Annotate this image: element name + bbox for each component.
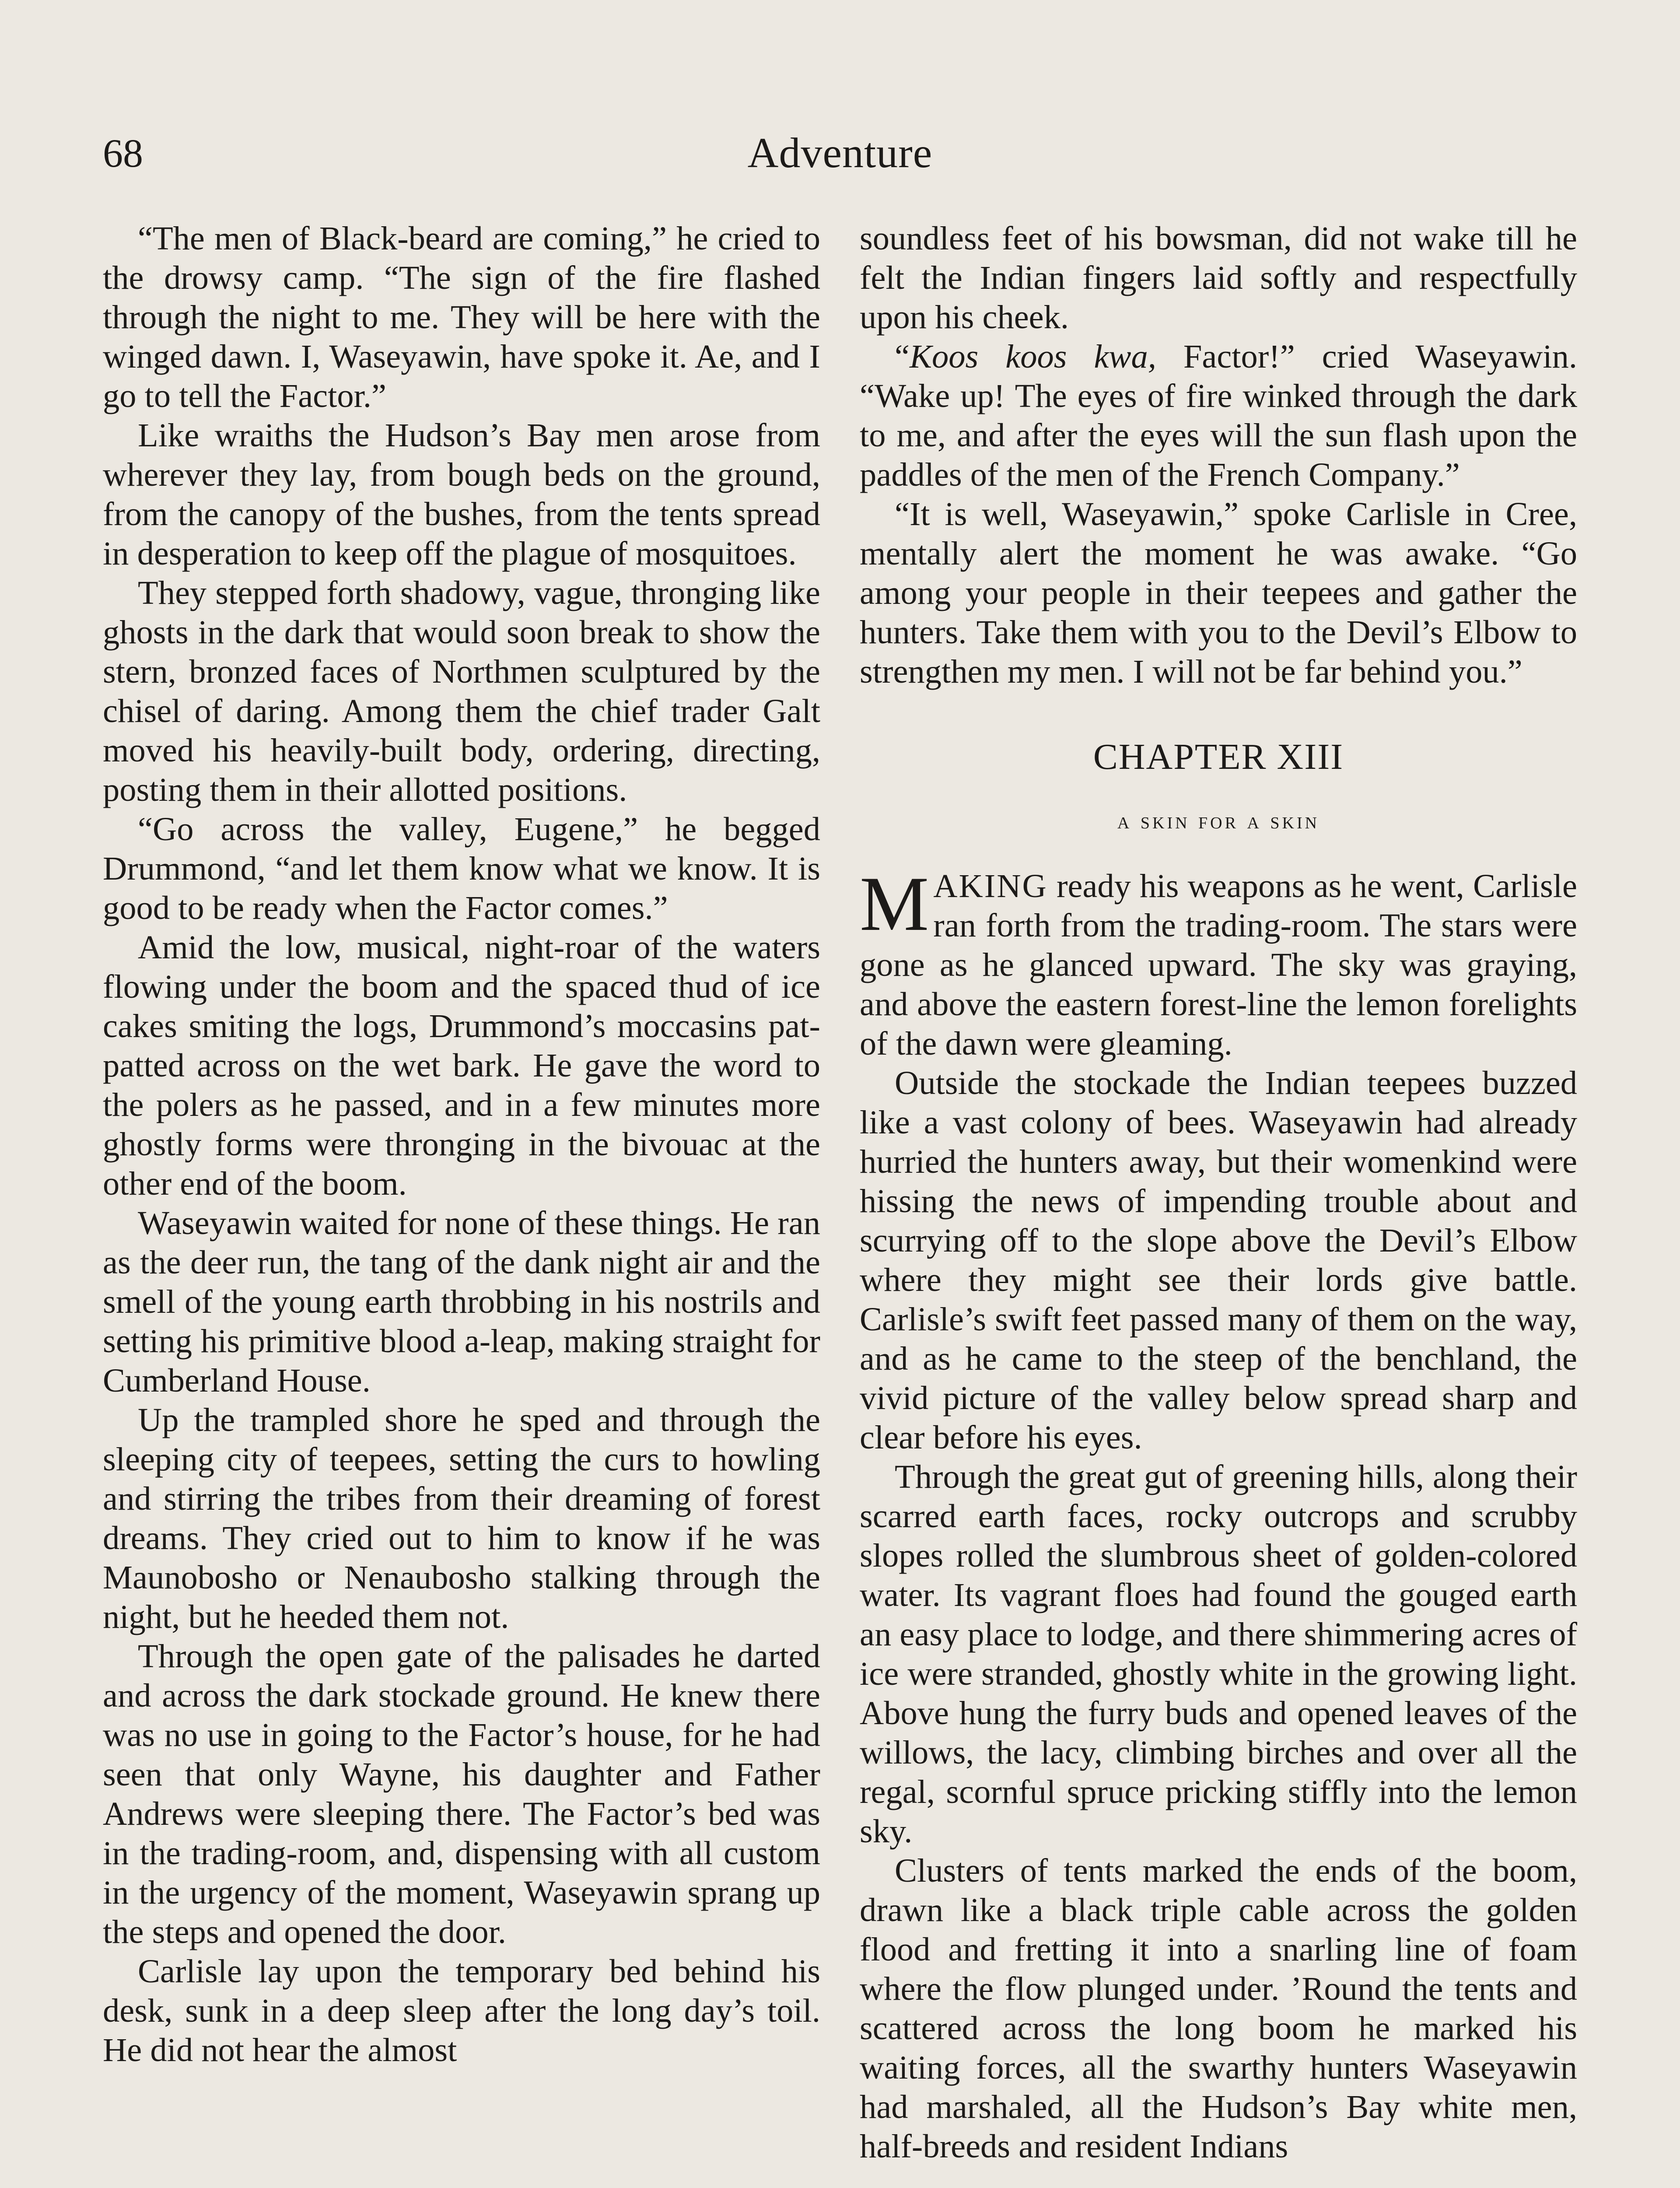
paragraph: Amid the low, musical, night-roar of the waters flowing under the boom and the spaced thud of ice cakes smiting the logs, Drummond’s moccasins pat-patted across on the wet bark. He gave the word to the polers as he passed, and in a few minutes more ghostly forms were thronging in the bivouac at the other end of the boom. — [103, 929, 820, 1202]
cree-phrase: Koos koos kwa, — [909, 338, 1156, 375]
chapter-header — [860, 731, 1577, 840]
paragraph-koos: “Koos koos kwa, Factor!” cried Waseyawin. “Wake up! The eyes of fire winked through the dark to me, and after the eyes will the sun flash upon the paddles of the men of the French Company.” — [860, 338, 1577, 493]
chapter-opening-paragraph — [860, 860, 1577, 1063]
page-number: 68 — [103, 131, 143, 175]
chapter-heading: CHAPTER XIII — [1093, 736, 1344, 777]
lead-word: AKING — [933, 867, 1048, 905]
paragraph: They stepped forth shadowy, vague, thronging like ghosts in the dark that would soon break to show the stern, bronzed faces of Northmen sculptured by the chisel of daring. Among them the chief trader Galt moved his heavily-built body, ordering, directing, posting them in their allotted positions. — [103, 574, 820, 808]
paragraph: “The men of Black-beard are coming,” he cried to the drowsy camp. “The sign of the fire flashed through the night to me. They will be here with the winged dawn. I, Waseyawin, have spoke it. Ae, and I go to tell the Factor.” — [103, 220, 820, 414]
paragraph: Outside the stockade the Indian teepees buzzed like a vast colony of bees. Waseyawin had already hurried the hunters away, but their womenkind were hissing the news of impending trouble about and scurrying off to the slope above the Devil’s Elbow where they might see their lords give battle. Carlisle’s swift feet passed many of them on the way, and as he came to the steep of the benchland, the vivid picture of the valley below spread sharp and clear before his eyes. — [860, 1064, 1577, 1456]
running-title: Adventure — [747, 130, 933, 177]
paragraph: “It is well, Waseyawin,” spoke Carlisle in Cree, mentally alert the moment he was awake. “Go among your people in their teepees and gather the hunters. Take them with you to the Devil’s Elbow to strengthen my men. I will not be far behind you.” — [860, 495, 1577, 690]
right-column — [860, 219, 1577, 2166]
paragraph: Clusters of tents marked the ends of the boom, drawn like a black triple cable across the golden flood and fretting it into a snarling line of foam where the flow plunged under. ’Round the tents and scattered across the long boom he marked his waiting forces, all the swarthy hunters Waseyawin had marshaled, all the Hudson’s Bay white men, half-breeds and resident Indians — [860, 1852, 1577, 2165]
drop-cap: M — [860, 860, 929, 947]
paragraph: Waseyawin waited for none of these things. He ran as the deer run, the tang of the dank night air and the smell of the young earth throbbing in his nostrils and setting his primitive blood a-leap, making straight for Cumberland House. — [103, 1204, 820, 1399]
chapter-subtitle: a skin for a skin — [1117, 807, 1320, 834]
paragraph: Through the great gut of greening hills, along their scarred earth faces, rocky outcrops and scrubby slopes rolled the slumbrous sheet of golden-colored water. Its vagrant floes had found the gouged earth an easy place to lodge, and there shimmering acres of ice were stranded, ghostly white in the growing light. Above hung the furry buds and opened leaves of the willows, the lacy, climbing birches and over all the regal, scornful spruce pricking stiffly into the lemon sky. — [860, 1458, 1577, 1850]
paragraph: Like wraiths the Hudson’s Bay men arose from wherever they lay, from bough beds on the ground, from the canopy of the bushes, from the tents spread in desperation to keep off the plague of mosquitoes. — [103, 417, 820, 572]
left-column — [103, 219, 820, 2070]
opening-text: ready his weapons as he went, Carlisle ran forth from the trading-room. The stars were gone as he glanced upward. The sky was graying, and above the eastern forest-line the lemon forelights of the dawn were gleaming. — [860, 867, 1577, 1062]
paragraph: Through the open gate of the palisades he darted and across the dark stockade ground. He knew there was no use in going to the Factor’s house, for he had seen that only Wayne, his daughter and Father Andrews were sleeping there. The Factor’s bed was in the trading-room, and, dispensing with all custom in the urgency of the moment, Waseyawin sprang up the steps and opened the door. — [103, 1637, 820, 1950]
page-header — [103, 123, 1577, 188]
paragraph: Up the trampled shore he sped and through the sleeping city of teepees, setting the curs to howling and stirring the tribes from their dreaming of forest dreams. They cried out to him to know if he was Maunobosho or Nenaubosho stalking through the night, but he heeded them not. — [103, 1401, 820, 1635]
paragraph-koos-rest: Factor!” cried Waseyawin. “Wake up! The eyes of fire winked through the dark to me, and after the eyes will the sun flash upon the paddles of the men of the French Company.” — [860, 338, 1577, 493]
paragraph-continuation: soundless feet of his bowsman, did not wake till he felt the Indian fingers laid softly and respectfully upon his cheek. — [860, 220, 1577, 336]
paragraph: “Go across the valley, Eugene,” he begged Drummond, “and let them know what we know. It is good to be ready when the Factor comes.” — [103, 810, 820, 926]
paragraph: Carlisle lay upon the temporary bed behind his desk, sunk in a deep sleep after the long day’s toil. He did not hear the almost — [103, 1953, 820, 2069]
